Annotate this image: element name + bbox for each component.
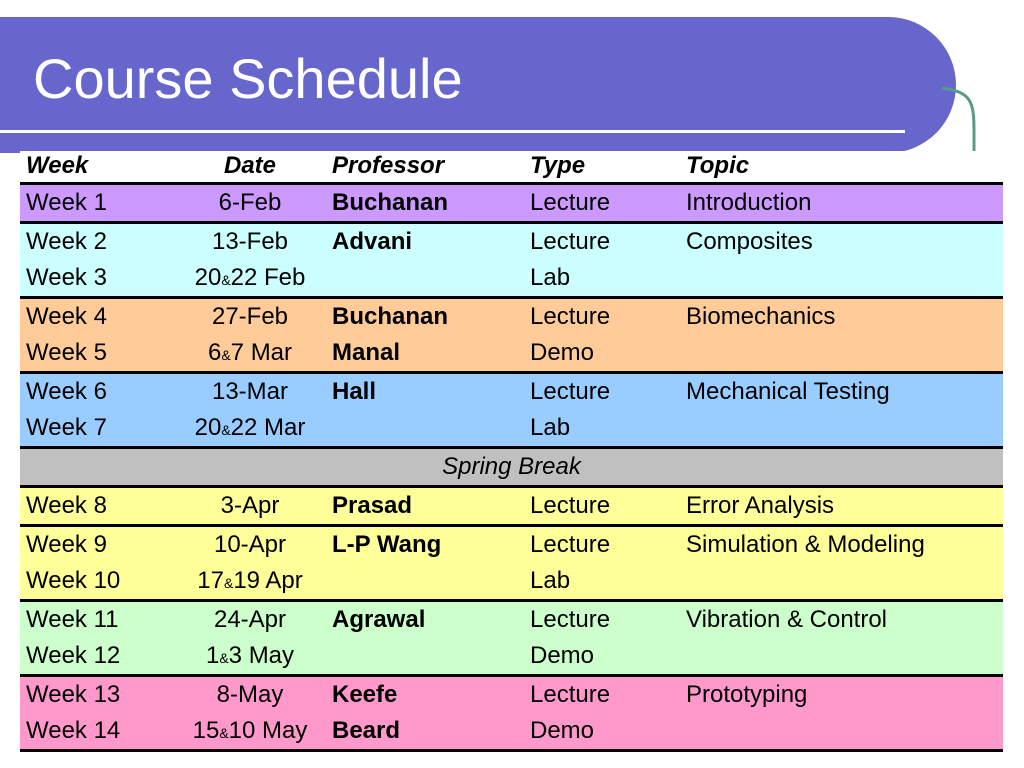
cell-professor: Manal [332, 339, 401, 366]
cell-topic: Composites [686, 228, 813, 255]
date-start: 15 [192, 717, 220, 744]
cell-week: Week 1 [26, 189, 107, 216]
header-type: Type [530, 152, 586, 179]
header-professor: Professor [332, 152, 445, 179]
date-start: 3-Apr [220, 492, 280, 519]
cell-professor: Keefe [332, 681, 398, 708]
table-header-row [20, 151, 1003, 185]
cell-date [168, 492, 332, 520]
row-group [20, 185, 1003, 224]
cell-topic: Error Analysis [686, 492, 835, 519]
row-group [20, 299, 1003, 374]
date-end: 7 Mar [230, 339, 293, 366]
table-row [20, 563, 1003, 599]
table-row [20, 335, 1003, 371]
table-row [20, 677, 1003, 713]
table-row [20, 299, 1003, 335]
cell-type: Lecture [530, 492, 611, 519]
table-row [20, 602, 1003, 638]
cell-week: Week 3 [26, 264, 107, 291]
cell-date [168, 228, 332, 256]
title-underline [0, 130, 905, 133]
date-start: 20 [194, 414, 222, 441]
row-group [20, 602, 1003, 677]
cell-type: Lab [530, 567, 571, 594]
cell-date [168, 414, 332, 442]
cell-topic: Biomechanics [686, 303, 836, 330]
date-start: 8-May [216, 681, 284, 708]
cell-topic: Prototyping [686, 681, 808, 708]
date-start: 20 [194, 264, 222, 291]
schedule-table [20, 151, 1003, 752]
date-end: 3 May [228, 642, 295, 669]
cell-date [168, 606, 332, 634]
cell-week: Week 8 [26, 492, 107, 519]
cell-week: Week 4 [26, 303, 107, 330]
cell-professor: Buchanan [332, 303, 449, 330]
date-ampersand: & [221, 422, 231, 438]
date-start: 17 [197, 567, 224, 594]
date-start: 24-Apr [213, 606, 287, 633]
cell-professor: Hall [332, 378, 377, 405]
date-start: 13-Mar [211, 378, 289, 405]
cell-week: Week 10 [26, 567, 121, 594]
cell-week: Week 2 [26, 228, 107, 255]
cell-date [168, 339, 332, 367]
cell-topic: Vibration & Control [686, 606, 887, 633]
row-group [20, 677, 1003, 752]
cell-week: Week 5 [26, 339, 107, 366]
cell-type: Demo [530, 339, 595, 366]
date-ampersand: & [219, 650, 229, 666]
cell-professor: L-P Wang [332, 531, 442, 558]
date-start: 27-Feb [211, 303, 289, 330]
date-ampersand: & [221, 272, 231, 288]
cell-type: Demo [530, 642, 595, 669]
cell-week: Week 14 [26, 717, 121, 744]
cell-type: Lecture [530, 531, 611, 558]
cell-date [168, 717, 332, 745]
table-row [20, 224, 1003, 260]
cell-date [168, 567, 332, 595]
cell-week: Week 7 [26, 414, 107, 441]
cell-type: Lecture [530, 303, 611, 330]
date-ampersand: & [221, 347, 231, 363]
cell-type: Lecture [530, 228, 611, 255]
spring-break-row: Spring Break [442, 453, 581, 480]
cell-week: Week 11 [26, 606, 119, 633]
cell-week: Week 12 [26, 642, 121, 669]
row-group [20, 224, 1003, 299]
cell-week: Week 13 [26, 681, 121, 708]
date-start: 10-Apr [213, 531, 287, 558]
cell-type: Lab [530, 264, 571, 291]
table-row [20, 410, 1003, 446]
date-ampersand: & [219, 725, 229, 741]
cell-date [168, 531, 332, 559]
cell-date [168, 642, 332, 670]
date-start: 1 [205, 642, 220, 669]
table-row [20, 260, 1003, 296]
date-end: 19 Apr [233, 567, 303, 594]
cell-topic: Simulation & Modeling [686, 531, 925, 558]
table-row [20, 488, 1003, 524]
date-end: 10 May [228, 717, 308, 744]
cell-type: Lecture [530, 681, 611, 708]
header-topic: Topic [686, 152, 750, 179]
cell-date [168, 303, 332, 331]
date-end: 22 Feb [230, 264, 306, 291]
cell-type: Demo [530, 717, 595, 744]
table-row [20, 527, 1003, 563]
date-start: 13-Feb [211, 228, 289, 255]
cell-type: Lecture [530, 378, 611, 405]
row-group [20, 527, 1003, 602]
cell-professor: Buchanan [332, 189, 449, 216]
cell-professor: Prasad [332, 492, 413, 519]
table-row [20, 638, 1003, 674]
cell-date [168, 189, 332, 217]
header-week: Week [26, 152, 89, 179]
cell-type: Lecture [530, 606, 611, 633]
slide-title: Course Schedule [33, 47, 463, 110]
row-group [20, 374, 1003, 449]
table-row [20, 713, 1003, 749]
cell-topic: Introduction [686, 189, 812, 216]
date-start: 6-Feb [218, 189, 282, 216]
table-body [20, 185, 1003, 752]
cell-professor: Beard [332, 717, 401, 744]
header-date: Date [223, 152, 277, 179]
cell-professor: Agrawal [332, 606, 426, 633]
cell-date [168, 378, 332, 406]
cell-topic: Mechanical Testing [686, 378, 890, 405]
cell-type: Lab [530, 414, 571, 441]
cell-professor: Advani [332, 228, 413, 255]
table-row [20, 374, 1003, 410]
row-group [20, 449, 1003, 488]
cell-week: Week 9 [26, 531, 107, 558]
cell-type: Lecture [530, 189, 611, 216]
table-row [20, 185, 1003, 221]
cell-date [168, 681, 332, 709]
date-ampersand: & [223, 575, 234, 591]
row-group [20, 488, 1003, 527]
date-end: 22 Mar [230, 414, 306, 441]
cell-week: Week 6 [26, 378, 107, 405]
cell-date [168, 264, 332, 292]
date-start: 6 [207, 339, 222, 366]
